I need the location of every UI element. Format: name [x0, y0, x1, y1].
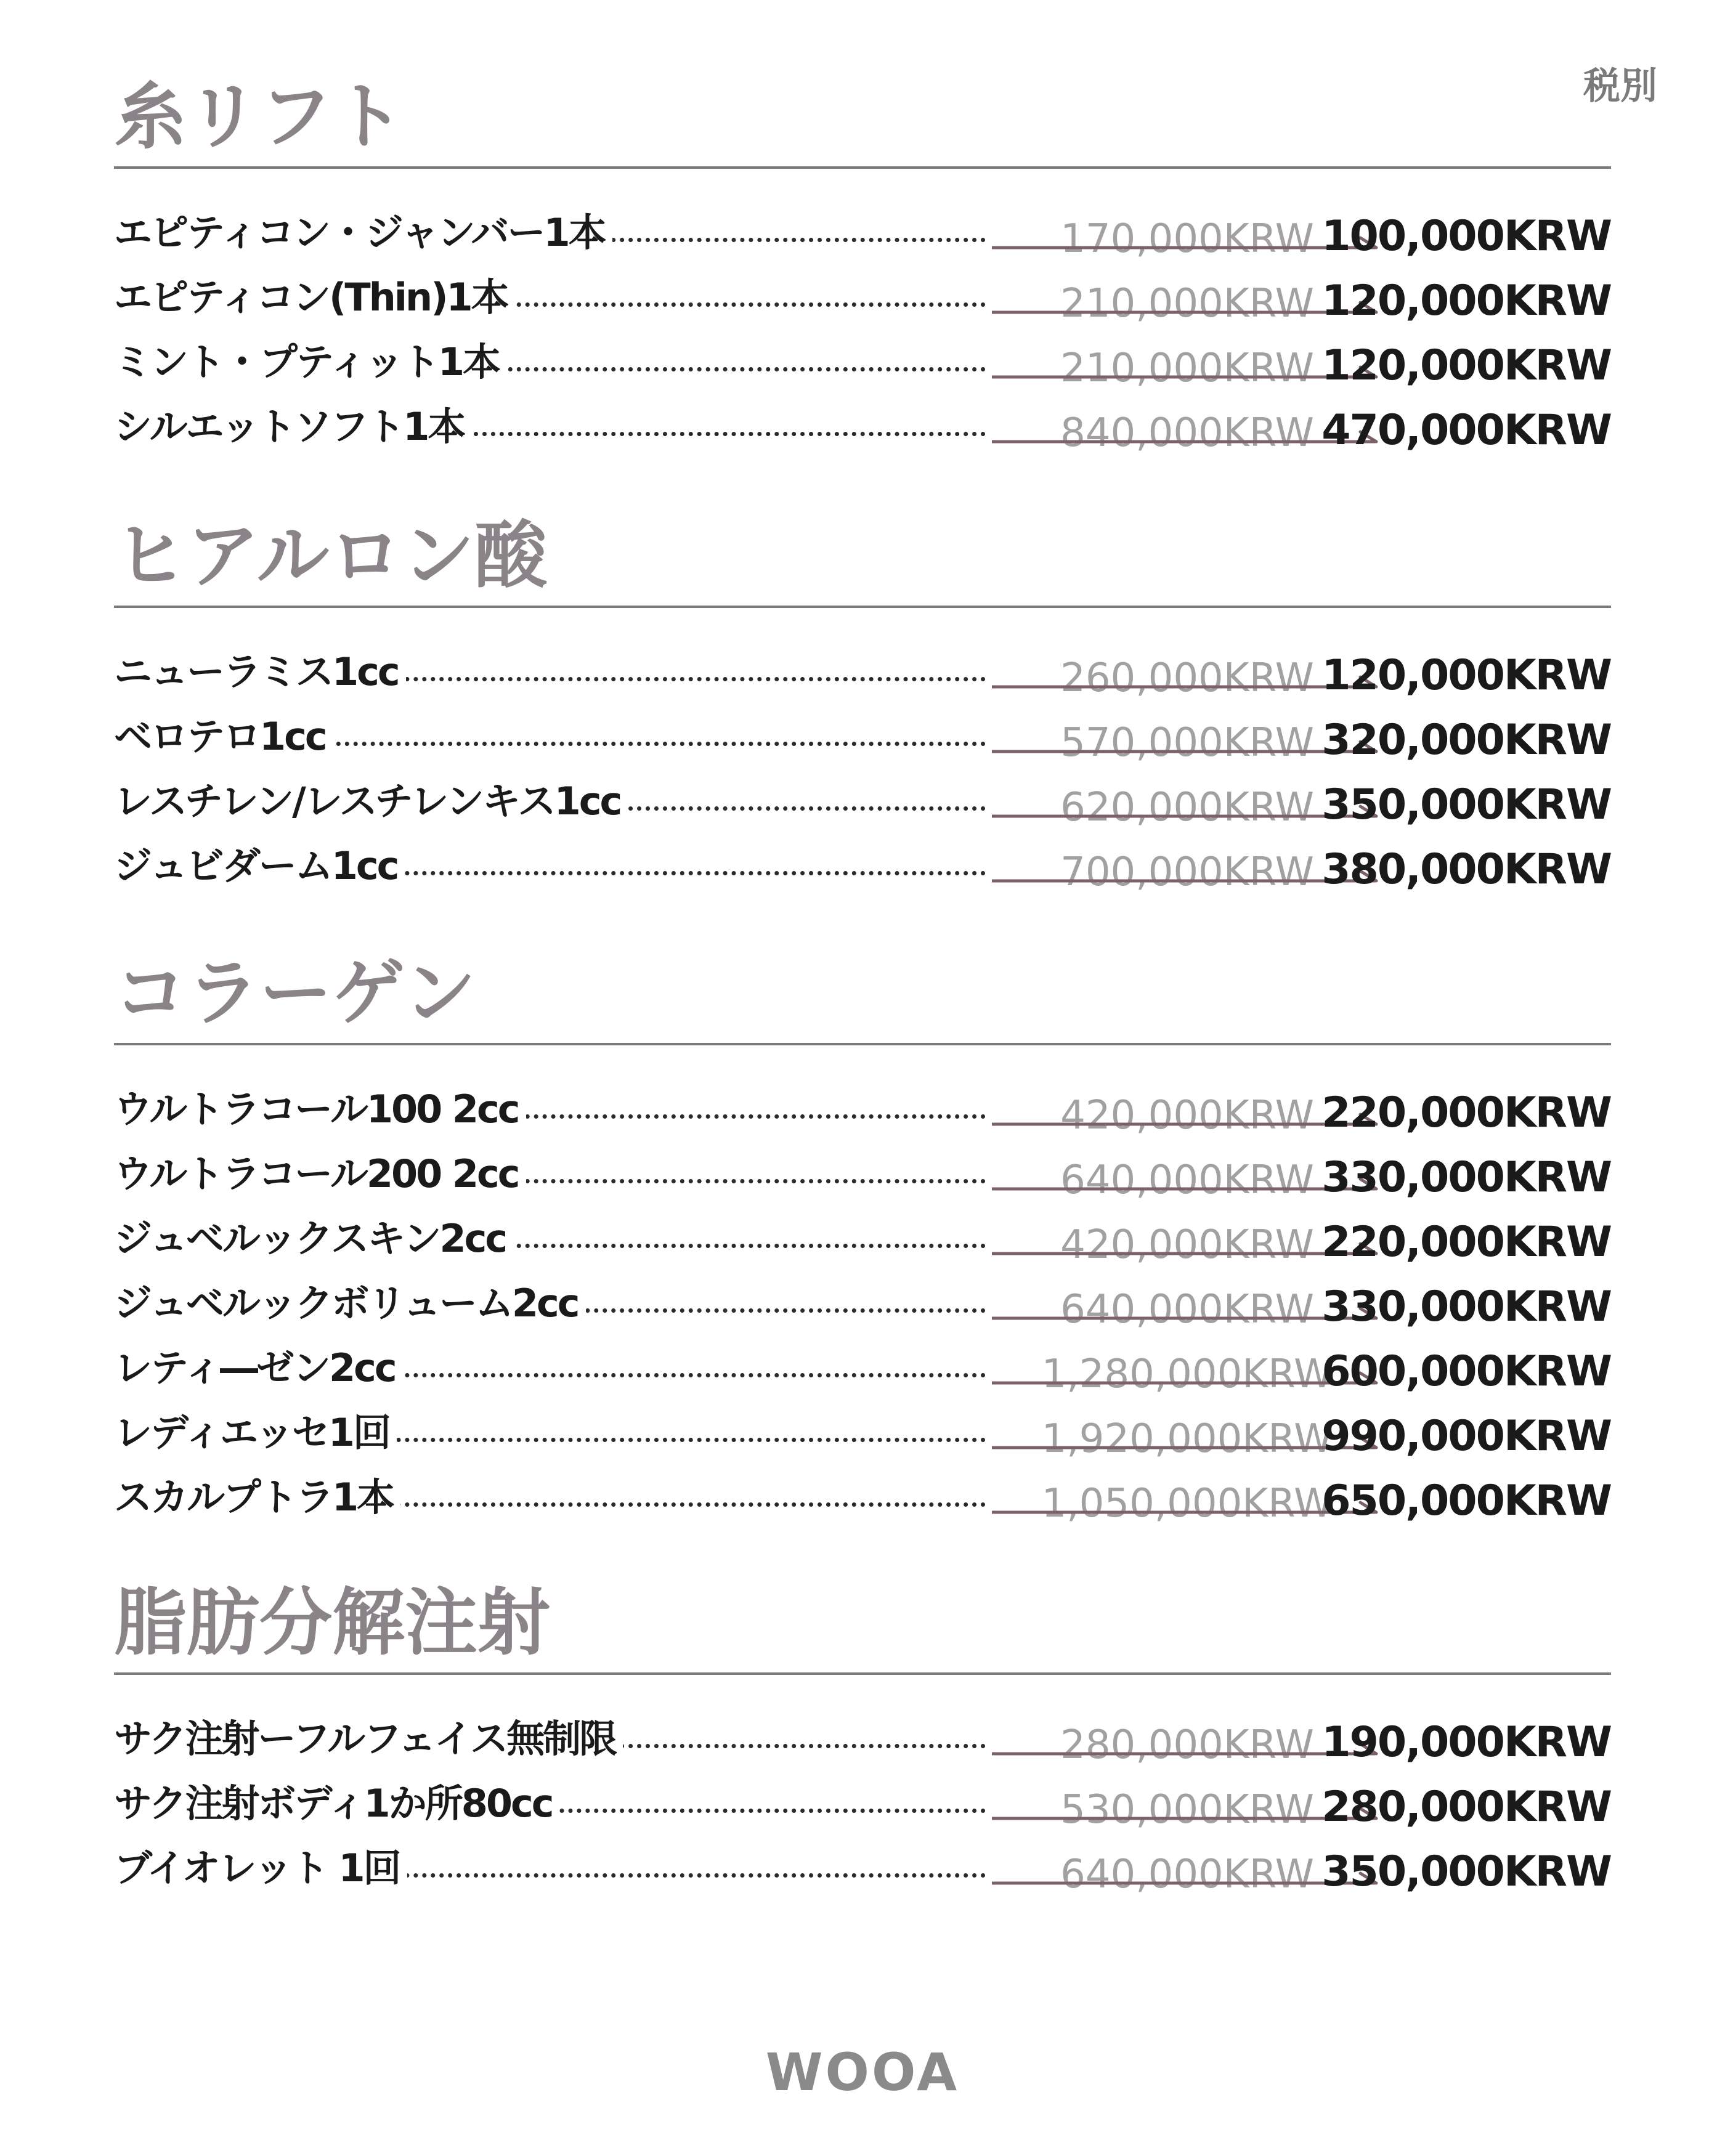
discount-price: 190,000KRW	[1321, 1718, 1611, 1767]
strike-arrow-icon	[992, 1241, 1379, 1266]
section-title: 糸リフト	[114, 74, 405, 159]
discount-price: 320,000KRW	[1321, 716, 1611, 764]
item-name: ミント・プティット1本	[114, 339, 506, 386]
original-price: 210,000KRW	[1060, 281, 1314, 326]
original-price: 420,000KRW	[1060, 1093, 1314, 1138]
discount-price: 100,000KRW	[1321, 212, 1611, 261]
original-price: 640,000KRW	[1060, 1852, 1314, 1897]
item-name: シルエットソフト1本	[114, 403, 471, 450]
discount-price: 470,000KRW	[1321, 406, 1611, 455]
price-row	[114, 1474, 1611, 1539]
discount-price: 350,000KRW	[1321, 1847, 1611, 1896]
item-name: エピティコン・ジャンバー1本	[114, 209, 612, 256]
discount-price: 120,000KRW	[1321, 651, 1611, 700]
original-price: 570,000KRW	[1060, 720, 1314, 766]
strike-arrow-icon	[992, 1306, 1379, 1331]
price-row	[114, 403, 1611, 468]
original-price: 530,000KRW	[1060, 1787, 1314, 1833]
price-row	[114, 209, 1611, 274]
price-section	[114, 950, 1611, 1539]
strike-arrow-icon	[992, 300, 1379, 325]
discount-price: 330,000KRW	[1321, 1283, 1611, 1331]
discount-price: 650,000KRW	[1321, 1477, 1611, 1525]
price-section	[114, 74, 1611, 468]
item-name: ベロテロ1cc	[114, 713, 333, 760]
section-divider	[114, 606, 1611, 608]
discount-price: 120,000KRW	[1321, 277, 1611, 325]
discount-price: 280,000KRW	[1321, 1783, 1611, 1831]
section-divider	[114, 166, 1611, 169]
price-row	[114, 1780, 1611, 1845]
item-name: ニューラミス1cc	[114, 649, 406, 695]
strike-arrow-icon	[992, 1435, 1379, 1460]
strike-arrow-icon	[992, 429, 1379, 454]
original-price: 170,000KRW	[1060, 216, 1314, 262]
discount-price: 990,000KRW	[1321, 1412, 1611, 1461]
original-price: 260,000KRW	[1060, 655, 1314, 701]
original-price: 420,000KRW	[1060, 1222, 1314, 1268]
tax-note: 税別	[1583, 65, 1657, 108]
discount-price: 600,000KRW	[1321, 1347, 1611, 1396]
price-row	[114, 649, 1611, 713]
price-row	[114, 1345, 1611, 1409]
item-name: レスチレン/レスチレンキス1cc	[114, 778, 628, 825]
price-row	[114, 778, 1611, 843]
original-price: 1,920,000KRW	[1041, 1416, 1333, 1462]
strike-arrow-icon	[992, 1112, 1379, 1137]
item-name: エピティコン(Thin)1本	[114, 274, 515, 321]
original-price: 640,000KRW	[1060, 1157, 1314, 1203]
item-name: ジュベルックスキン2cc	[114, 1215, 513, 1262]
item-name: ブイオレット 1回	[114, 1845, 407, 1892]
price-items	[114, 649, 1611, 907]
original-price: 210,000KRW	[1060, 346, 1314, 391]
discount-price: 120,000KRW	[1321, 341, 1611, 390]
strike-arrow-icon	[992, 675, 1379, 699]
item-name: スカルプトラ1本	[114, 1474, 400, 1521]
brand-logo: WOOA	[765, 2042, 960, 2102]
price-section	[114, 513, 1611, 907]
item-name: レティ―ゼン2cc	[114, 1345, 403, 1392]
item-name: ウルトラコール200 2cc	[114, 1151, 526, 1198]
discount-price: 330,000KRW	[1321, 1153, 1611, 1202]
strike-arrow-icon	[992, 1741, 1379, 1766]
price-row	[114, 1409, 1611, 1474]
price-row	[114, 713, 1611, 778]
item-name: ジュビダーム1cc	[114, 843, 405, 890]
price-row	[114, 1215, 1611, 1280]
price-row	[114, 339, 1611, 403]
price-row	[114, 843, 1611, 907]
price-section	[114, 1580, 1611, 1910]
price-row	[114, 1716, 1611, 1780]
price-row	[114, 274, 1611, 339]
discount-price: 380,000KRW	[1321, 845, 1611, 894]
strike-arrow-icon	[992, 804, 1379, 829]
section-title: コラーゲン	[114, 950, 476, 1035]
price-row	[114, 1280, 1611, 1345]
original-price: 840,000KRW	[1060, 410, 1314, 456]
price-items	[114, 209, 1611, 468]
original-price: 620,000KRW	[1060, 785, 1314, 830]
section-divider	[114, 1672, 1611, 1675]
strike-arrow-icon	[992, 1871, 1379, 1895]
strike-arrow-icon	[992, 739, 1379, 764]
strike-arrow-icon	[992, 365, 1379, 389]
section-title: ヒアルロン酸	[114, 513, 548, 598]
item-name: レディエッセ1回	[114, 1409, 397, 1456]
price-items	[114, 1086, 1611, 1539]
item-name: ジュベルックボリューム2cc	[114, 1280, 586, 1327]
discount-price: 350,000KRW	[1321, 780, 1611, 829]
item-name: サク注射ボディ1か所80cc	[114, 1780, 559, 1827]
section-divider	[114, 1043, 1611, 1045]
strike-arrow-icon	[992, 1371, 1379, 1395]
item-name: サク注射ーフルフェイス無制限	[114, 1716, 623, 1762]
original-price: 700,000KRW	[1060, 849, 1314, 895]
item-name: ウルトラコール100 2cc	[114, 1086, 526, 1133]
original-price: 640,000KRW	[1060, 1287, 1314, 1332]
strike-arrow-icon	[992, 1806, 1379, 1831]
price-row	[114, 1151, 1611, 1215]
strike-arrow-icon	[992, 869, 1379, 893]
strike-arrow-icon	[992, 235, 1379, 260]
original-price: 1,050,000KRW	[1041, 1481, 1333, 1526]
strike-arrow-icon	[992, 1177, 1379, 1201]
price-items	[114, 1716, 1611, 1910]
price-row	[114, 1086, 1611, 1151]
discount-price: 220,000KRW	[1321, 1218, 1611, 1266]
strike-arrow-icon	[992, 1500, 1379, 1525]
price-row	[114, 1845, 1611, 1910]
discount-price: 220,000KRW	[1321, 1088, 1611, 1137]
section-title: 脂肪分解注射	[114, 1580, 551, 1665]
original-price: 1,280,000KRW	[1041, 1352, 1333, 1397]
original-price: 280,000KRW	[1060, 1722, 1314, 1768]
